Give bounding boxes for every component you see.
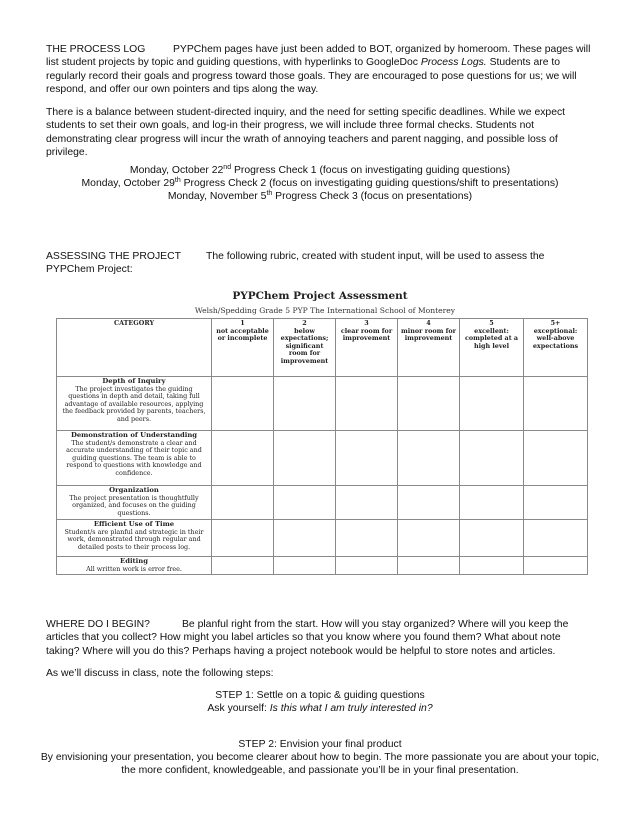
rubric-cell: [524, 520, 588, 557]
progress-check-2-text: Progress Check 2 (focus on investigating guiding questions/shift to presentations): [180, 178, 559, 189]
rubric-cell: [274, 486, 336, 520]
rubric-level-1-num: 1: [240, 319, 245, 327]
rubric-level-5plus-desc: exceptional: well-above expectations: [532, 326, 579, 350]
rubric-level-2-num: 2: [302, 319, 307, 327]
process-log-heading: THE PROCESS LOG: [46, 44, 146, 55]
rubric-cell: [212, 431, 274, 486]
steps-intro: As we’ll discuss in class, note the following steps:: [46, 668, 274, 679]
rubric-cell: [212, 486, 274, 520]
rubric-header-row: [57, 319, 588, 377]
progress-check-1-suffix: nd: [223, 164, 232, 171]
rubric-header-level-5plus: [524, 319, 588, 377]
progress-check-3: [30, 190, 610, 203]
assessing-text: The following rubric, created with student input, will be used to assess the PYPChem Project:: [46, 251, 545, 276]
rubric-level-3-num: 3: [364, 319, 369, 327]
criterion-name: Efficient Use of Time: [93, 520, 175, 528]
rubric-criterion-depth: [57, 377, 212, 431]
rubric-cell: [336, 377, 398, 431]
criterion-name: Editing: [120, 557, 148, 565]
rubric-row: [57, 486, 588, 520]
rubric-cell: [274, 520, 336, 557]
where-text: Be planful right from the start. How will you stay organized? Where will you keep the articles that you collect? How might you label articles so that you know where you found them? What about note taking? Where will you do this? Perhaps having a project notebook would be helpful to store notes and articles.: [46, 619, 569, 657]
rubric-level-4-desc: minor room for improvement: [401, 326, 456, 343]
rubric-level-2-desc: below expectations; significant room for improvement: [280, 326, 329, 365]
rubric-level-5-num: 5: [489, 319, 494, 327]
progress-check-3-date: Monday, November 5: [167, 191, 267, 202]
rubric-header-level-2: [274, 319, 336, 377]
step-1-title: STEP 1: Settle on a topic & guiding questions: [215, 690, 425, 701]
rubric-cell: [398, 486, 460, 520]
progress-check-3-text: Progress Check 3 (focus on presentations): [272, 191, 473, 202]
criterion-desc: The project presentation is thoughtfully organized, and focuses on the guiding questions.: [69, 493, 199, 517]
criterion-desc: The project investigates the guiding questions in depth and detail, taking full advantage of available resources, applying the feedback provided by parents, teachers, and peers.: [62, 384, 206, 423]
rubric-table: [56, 318, 588, 575]
rubric-criterion-time: [57, 520, 212, 557]
progress-check-2-date: Monday, October 29: [81, 178, 175, 189]
step-2-title: STEP 2: Envision your final product: [238, 739, 402, 750]
rubric-cell: [460, 377, 524, 431]
rubric-cell: [274, 557, 336, 575]
progress-check-2: [30, 177, 610, 190]
balance-paragraph: There is a balance between student-directed inquiry, and the need for setting specific deadlines. While we expect students to set their own goals, and log-in their progress, we will include three formal checks. Students not demonstrating clear progress will incur the wrath of annoying teachers and parent nagging, and possible loss of privilege.: [46, 107, 566, 159]
where-paragraph: [46, 618, 594, 658]
rubric-cell: [336, 557, 398, 575]
criterion-desc: Student/s are planful and strategic in their work, demonstrated through regular and detailed posts to their process log.: [64, 527, 204, 551]
rubric-cell: [524, 557, 588, 575]
rubric-criterion-understanding: [57, 431, 212, 486]
rubric-level-1-desc: not acceptable or incomplete: [216, 326, 269, 343]
rubric-cell: [460, 520, 524, 557]
rubric-level-4-num: 4: [426, 319, 431, 327]
assessing-paragraph: [46, 250, 594, 277]
step-1-ask-question: Is this what I am truly interested in?: [269, 703, 433, 714]
rubric-criterion-editing: [57, 557, 212, 575]
criterion-name: Depth of Inquiry: [102, 377, 166, 385]
rubric-cell: [524, 431, 588, 486]
rubric-cell: [274, 377, 336, 431]
process-log-text-2: Students are to regularly record their goals and progress toward those goals. They are encouraged to pose questions for us; we will respond, and offer our own pointers and tips along the way.: [46, 57, 577, 96]
rubric-cell: [524, 486, 588, 520]
process-logs-italic: Process Logs.: [420, 57, 487, 69]
rubric-level-3-desc: clear room for improvement: [340, 326, 393, 343]
assessing-heading: ASSESSING THE PROJECT: [46, 251, 181, 262]
rubric-header-category: CATEGORY: [57, 319, 212, 377]
rubric-subtitle: Welsh/Spedding Grade 5 PYP The International School of Monterey: [194, 306, 456, 315]
rubric-row: [57, 557, 588, 575]
progress-check-1-text: Progress Check 1 (focus on investigating guiding questions): [231, 165, 511, 176]
rubric-cell: [212, 520, 274, 557]
rubric-criterion-organization: [57, 486, 212, 520]
criterion-name: Demonstration of Understanding: [70, 431, 198, 439]
rubric-level-5plus-num: 5+: [550, 319, 561, 327]
process-log-paragraph: [46, 43, 594, 97]
rubric-cell: [398, 431, 460, 486]
rubric-cell: [336, 520, 398, 557]
step-2-text: By envisioning your presentation, you become clearer about how to begin. The more passionate you are about your topic, the more confident, knowledgeable, and passionate you’ll be in your final presentation.: [40, 752, 600, 777]
rubric-level-5-desc: excellent: completed at a high level: [464, 326, 519, 350]
rubric-header-level-4: [398, 319, 460, 377]
rubric-cell: [460, 486, 524, 520]
rubric-cell: [336, 486, 398, 520]
criterion-desc: All written work is error free.: [86, 564, 182, 573]
step-1-ask: [30, 702, 610, 715]
rubric-row: [57, 431, 588, 486]
where-heading: WHERE DO I BEGIN?: [46, 619, 150, 630]
rubric-cell: [398, 557, 460, 575]
rubric-cell: [274, 431, 336, 486]
rubric-cell: [212, 377, 274, 431]
rubric-row: [57, 377, 588, 431]
rubric-cell: [336, 431, 398, 486]
rubric-cell: [212, 557, 274, 575]
rubric-cell: [460, 431, 524, 486]
rubric-cell: [460, 557, 524, 575]
rubric-header-level-3: [336, 319, 398, 377]
progress-check-3-suffix: th: [266, 190, 273, 197]
rubric-cell: [524, 377, 588, 431]
rubric-cell: [398, 377, 460, 431]
rubric-row: [57, 520, 588, 557]
rubric-title: PYPChem Project Assessment: [232, 290, 408, 302]
progress-check-1-date: Monday, October 22: [129, 165, 224, 176]
criterion-name: Organization: [109, 486, 159, 494]
rubric-header-level-1: [212, 319, 274, 377]
rubric-cell: [398, 520, 460, 557]
step-1-ask-prefix: Ask yourself:: [207, 703, 270, 714]
criterion-desc: The student/s demonstrate a clear and accurate understanding of their topic and guiding questions. The team is able to respond to questions with knowledge and confidence.: [66, 438, 202, 477]
progress-check-1: [30, 164, 610, 177]
progress-check-2-suffix: th: [174, 177, 181, 184]
process-log-text-1: PYPChem pages have just been added to BOT, organized by homeroom. These pages will list student projects by topic and guiding questions, with hyperlinks to GoogleDoc: [46, 44, 591, 69]
rubric-header-level-5: [460, 319, 524, 377]
